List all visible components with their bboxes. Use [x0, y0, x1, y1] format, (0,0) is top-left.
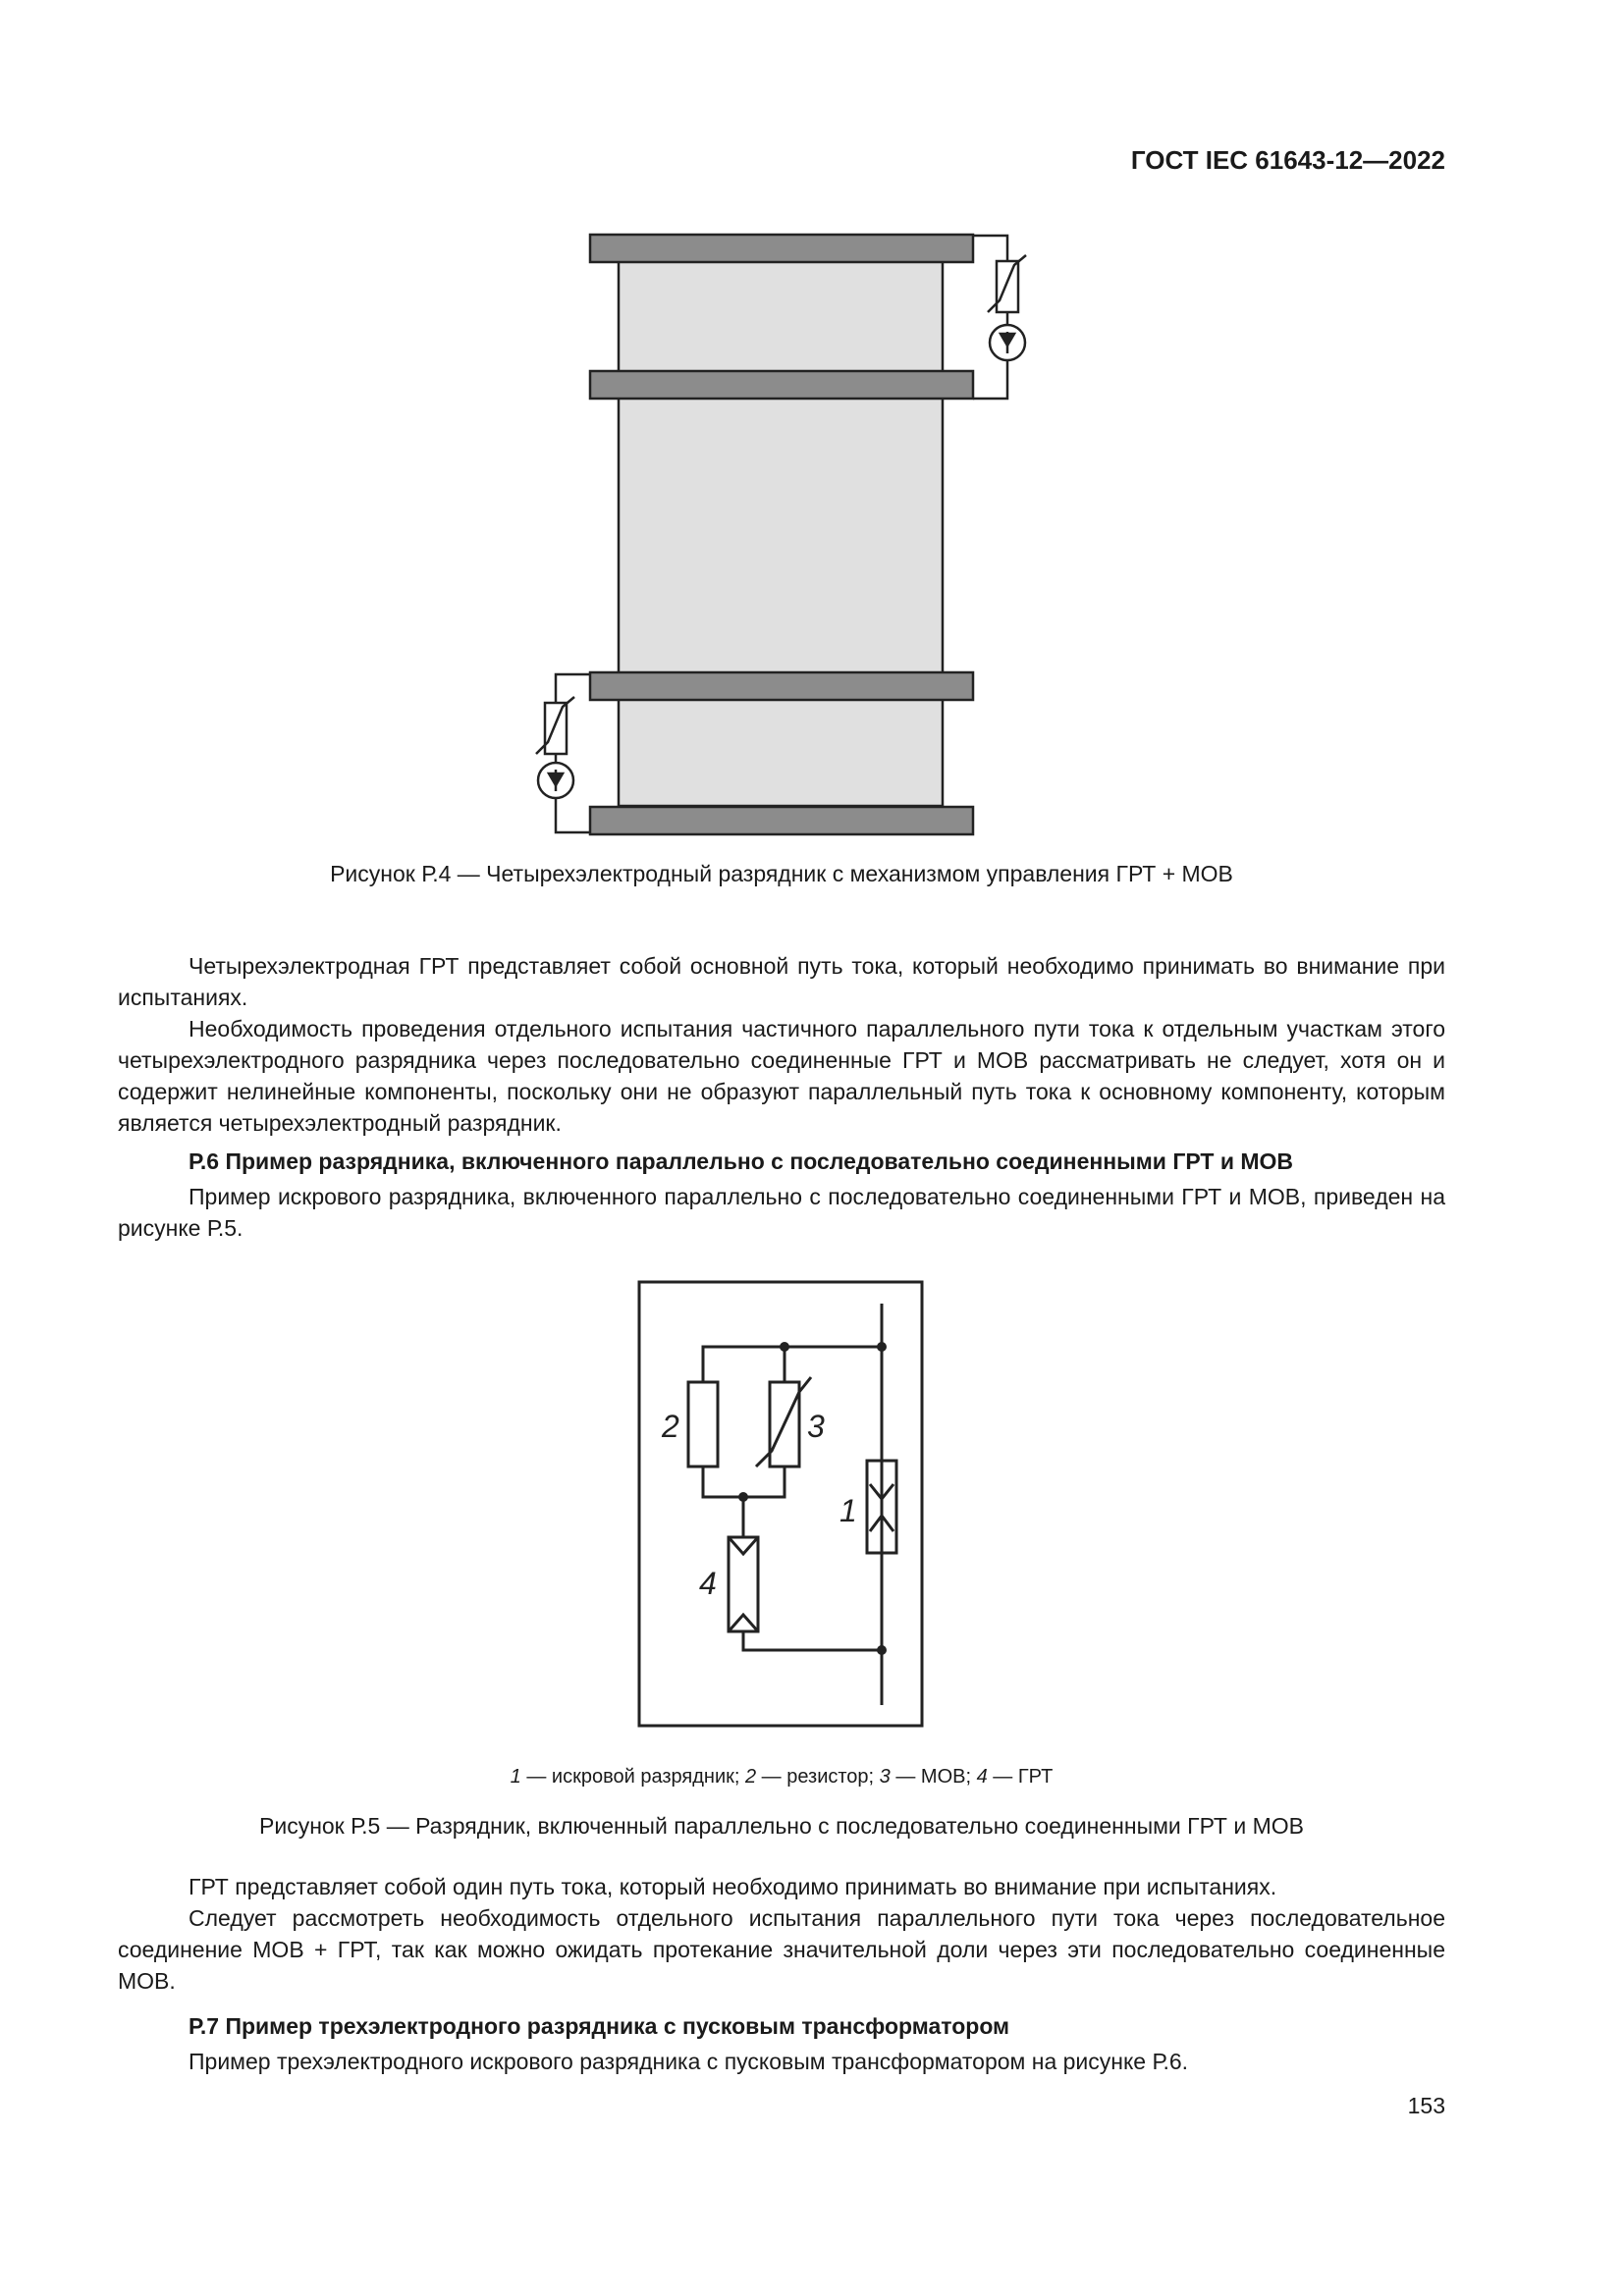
legend-text-4: — ГРТ [987, 1766, 1054, 1788]
label-3: 3 [807, 1409, 825, 1444]
upper-control-branch [973, 236, 1026, 399]
legend-num-3: 3 [879, 1766, 891, 1788]
electrode-4 [590, 807, 973, 834]
paragraph: Необходимость проведения отдельного испытания частичного параллельного пути тока к отдельным участкам этого четырехэлектродного разрядника через последовательно соединенные ГРТ и МОВ рассматривать не следует, хотя он и содержит нелинейные компоненты, поскольку они не образуют параллельный путь тока к основному компоненту, которым является четырехэлектродный разрядник. [118, 1016, 1445, 1136]
text-block-1 [118, 950, 1445, 1139]
label-2: 2 [662, 1409, 679, 1444]
text-block-2 [118, 1871, 1445, 1997]
paragraph: Четырехэлектродная ГРТ представляет собой основной путь тока, который необходимо принимать во внимание при испытаниях. [118, 953, 1445, 1010]
arrester-body [619, 261, 943, 806]
legend-num-2: 2 [744, 1766, 757, 1788]
section-p7-text [118, 2046, 1445, 2077]
paragraph: Пример трехэлектродного искрового разрядника с пусковым трансформатором на рисунке Р.6. [189, 2049, 1189, 2074]
section-p6-heading: Р.6 Пример разрядника, включенного параллельно с последовательно соединенными ГРТ и МОВ [189, 1148, 1294, 1174]
lower-mov-symbol [545, 703, 567, 754]
legend-text-1: — искровой разрядник; [520, 1766, 745, 1788]
resistor-symbol [688, 1382, 718, 1467]
figure-p5-caption: Рисунок Р.5 — Разрядник, включенный параллельно с последовательно соединенными ГРТ и МОВ [259, 1813, 1304, 1839]
legend-text-2: — резистор; [756, 1766, 880, 1788]
legend-text-3: — МОВ; [890, 1766, 977, 1788]
section-p6-text [118, 1181, 1445, 1244]
paragraph: ГРТ представляет собой один путь тока, который необходимо принимать во внимание при испытаниях. [189, 1874, 1277, 1899]
figure-p4-diagram [511, 221, 1041, 849]
electrode-3 [590, 672, 973, 700]
electrode-2 [590, 371, 973, 399]
paragraph: Пример искрового разрядника, включенного параллельно с последовательно соединенными ГРТ и МОВ, приведен на рисунке Р.5. [118, 1184, 1445, 1241]
grt-symbol [729, 1537, 758, 1631]
figure-p5-legend [118, 1766, 1445, 1789]
legend-num-4: 4 [976, 1766, 988, 1788]
label-4: 4 [699, 1566, 717, 1601]
section-p7-heading: Р.7 Пример трехэлектродного разрядника с пусковым трансформатором [189, 2013, 1010, 2039]
figure-p5-diagram [628, 1271, 933, 1733]
electrode-1 [590, 235, 973, 262]
label-1: 1 [839, 1493, 857, 1528]
legend-num-1: 1 [510, 1766, 521, 1788]
paragraph: Следует рассмотреть необходимость отдельного испытания параллельного пути тока через последовательное соединение МОВ + ГРТ, так как можно ожидать протекание значительной доли через эти последовательно соединенные МОВ. [118, 1905, 1445, 1994]
page-number: 153 [1407, 2093, 1445, 2118]
upper-mov-symbol [997, 261, 1018, 312]
figure-p4-caption: Рисунок Р.4 — Четырехэлектродный разрядник с механизмом управления ГРТ + МОВ [330, 861, 1233, 886]
lower-control-branch [536, 674, 590, 832]
document-code: ГОСТ IEC 61643-12—2022 [1130, 145, 1445, 175]
